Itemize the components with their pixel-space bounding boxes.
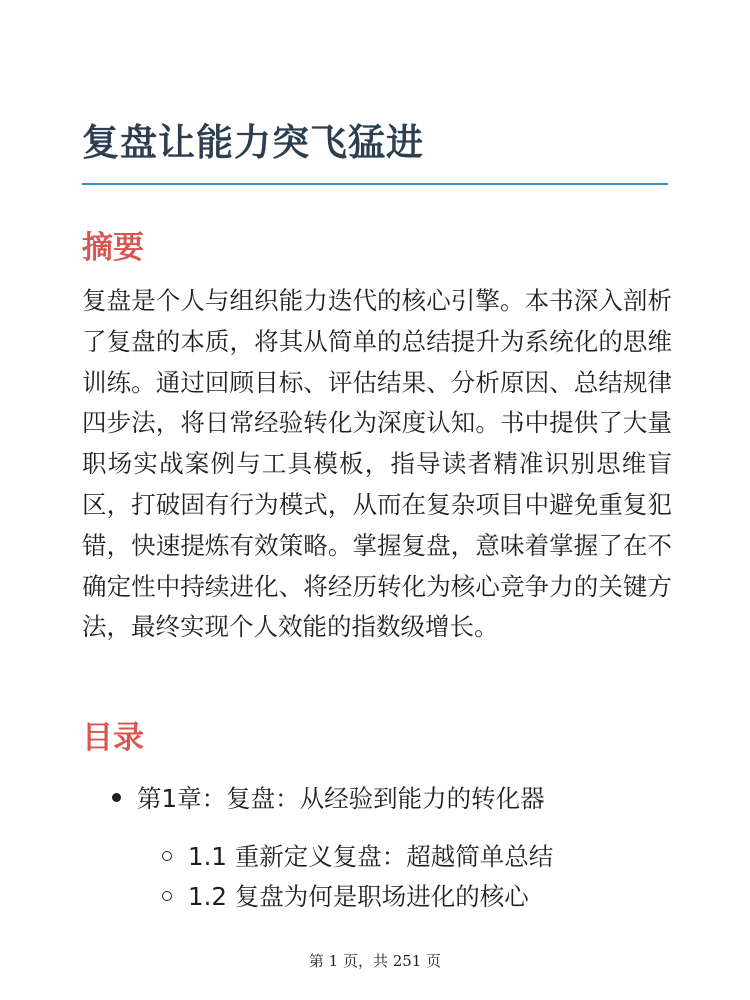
document-title: 复盘让能力突飞猛进 <box>82 121 424 164</box>
toc-chapter-1[interactable] <box>112 780 545 815</box>
bullet-circle-icon <box>162 891 172 901</box>
bullet-disc-icon <box>112 793 121 802</box>
toc-chapter-label: 第1章：复盘：从经验到能力的转化器 <box>137 784 545 813</box>
abstract-heading: 摘要 <box>82 230 144 266</box>
toc-section-1-1[interactable] <box>162 838 553 873</box>
toc-section-label: 1.1 重新定义复盘：超越简单总结 <box>188 842 554 871</box>
toc-section-label: 1.2 复盘为何是职场进化的核心 <box>188 882 529 911</box>
page-footer: 第 1 页，共 251 页 <box>308 952 442 970</box>
toc-heading: 目录 <box>82 720 144 756</box>
abstract-body: 复盘是个人与组织能力迭代的核心引擎。本书深入剖析了复盘的本质，将其从简单的总结提升为系统化的思维训练。通过回顾目标、评估结果、分析原因、总结规律四步法，将日常经验转化为深度认知。书中提供了大量职场实战案例与工具模板，指导读者精准识别思维盲区，打破固有行为模式，从而在复杂项目中避免重复犯错，快速提炼有效策略。掌握复盘，意味着掌握了在不确定性中持续进化、将经历转化为核心竞争力的关键方法，最终实现个人效能的指数级增长。 <box>82 286 672 642</box>
bullet-circle-icon <box>162 851 172 861</box>
toc-section-1-2[interactable] <box>162 878 529 913</box>
title-divider <box>82 183 668 185</box>
